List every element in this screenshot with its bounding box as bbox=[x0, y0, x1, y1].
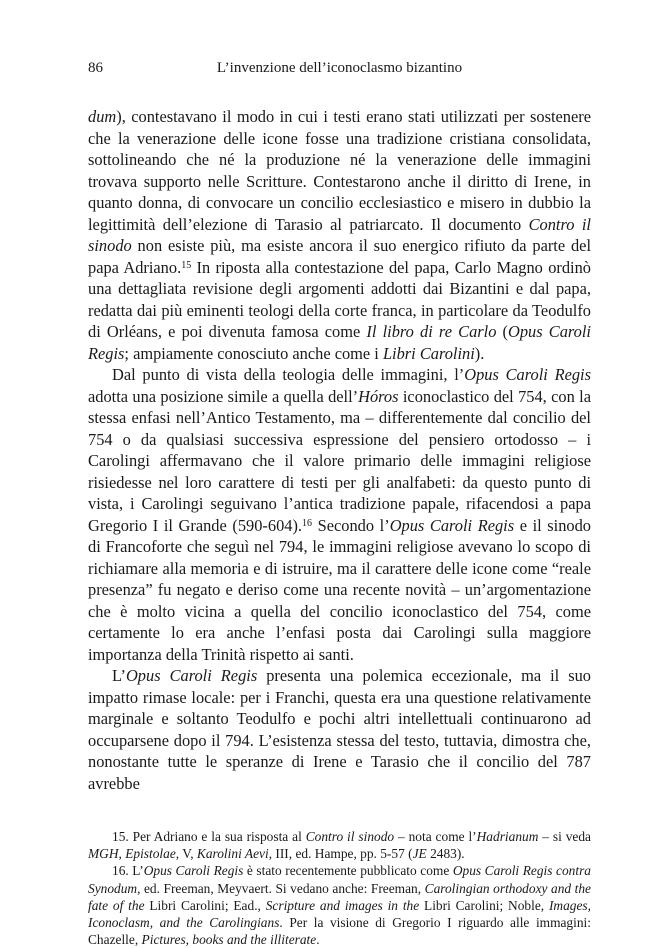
italic-text: Pictures, books and the illiterate bbox=[141, 932, 317, 948]
italic-text: JE bbox=[412, 846, 427, 862]
text-run: Libri Carolini; Ead., bbox=[144, 897, 266, 913]
body-text bbox=[88, 106, 591, 794]
italic-text: Opus Caroli Regis bbox=[389, 515, 515, 535]
italic-text: Il libro di re Carlo bbox=[366, 322, 497, 341]
footnote-reference: 15 bbox=[181, 259, 192, 271]
text-run: Libri Carolini; Noble, bbox=[419, 897, 549, 913]
text-run: presenta una polemica eccezionale, ma il suo impatto rimase locale: per i Franchi, questa era una questione relativamente marginale e soltanto Teodulfo e pochi altri intellettuali continuarono ad occuparsene dopo il 794. L’esistenza stessa del testo, tuttavia, dimostra che, nonostante tutte le speranze di Irene e Tarasio che il concilio del 787 avrebbe bbox=[88, 666, 591, 793]
text-run: è stato recentemente pubblicato come bbox=[243, 863, 453, 879]
italic-text: Opus Caroli Regis bbox=[143, 863, 244, 879]
paragraph bbox=[88, 364, 591, 665]
page-header bbox=[88, 60, 591, 82]
book-page bbox=[88, 60, 591, 948]
italic-text: Karolini Aevi bbox=[196, 846, 269, 862]
text-run: Dal punto di vista della teologia delle immagini, l’ bbox=[112, 365, 465, 384]
text-run: Secondo l’ bbox=[312, 515, 390, 535]
italic-text: dum bbox=[88, 107, 117, 126]
text-run: In riposta alla contestazione del papa, Carlo Magno ordinò una dettagliata revisione degli argomenti addotti dai Bizantini e dal papa, redatta dai più eminenti teologi della corte franca, in particolare da Teodulfo di Orléans, e poi divenuta famosa come bbox=[88, 257, 591, 341]
italic-text: Hadrianum bbox=[476, 829, 539, 844]
italic-text: Contro il sinodo bbox=[305, 829, 395, 844]
text-run: ( bbox=[496, 322, 509, 341]
text-run: ; ampiamente conosciuto anche come i bbox=[124, 343, 383, 363]
italic-text: Libri Carolini bbox=[382, 343, 475, 363]
text-run: 2483). bbox=[426, 846, 465, 862]
page-number: 86 bbox=[88, 60, 103, 76]
paragraph bbox=[88, 665, 591, 794]
paragraph bbox=[88, 106, 591, 364]
running-title: L’invenzione dell’iconoclasmo bizantino bbox=[216, 60, 463, 76]
italic-text: Carolingian orthodoxy and the fate of the bbox=[88, 880, 592, 913]
text-run: ), contestavano il modo in cui i testi erano stati utilizzati per sostenere che la venerazione delle icone fosse una tradizione cristiana consolidata, sottolineando che né la produzione né la venerazione delle immagini trovava supporto nelle Scritture. Contestarono anche il diritto di Irene, in quanto donna, di convocare un concilio ecclesiastico e misero in dubbio la legittimità dell’elezione di Tarasio al patriarcato. Il documento bbox=[88, 107, 591, 234]
italic-text: Opus Caroli Regis bbox=[88, 322, 591, 363]
footnotes bbox=[88, 828, 591, 948]
text-run: . bbox=[316, 932, 320, 948]
text-run: – nota come l’ bbox=[394, 829, 477, 844]
italic-text: Contro il sinodo bbox=[88, 214, 591, 255]
italic-text: Images, Iconoclasm, and the Carolingians bbox=[88, 897, 591, 931]
italic-text: Opus Caroli Regis contra Synodum bbox=[88, 863, 591, 896]
footnote bbox=[88, 828, 591, 862]
text-run: adotta una posizione simile a quella dell’ bbox=[88, 386, 359, 406]
text-run: , III, ed. Hampe, pp. 5-57 ( bbox=[268, 846, 413, 862]
italic-text: MGH bbox=[88, 846, 119, 862]
text-run: – si veda bbox=[538, 829, 591, 844]
text-run: , V, bbox=[175, 846, 197, 862]
text-run: 15. Per Adriano e la sua risposta al bbox=[112, 829, 306, 844]
text-run: e il sinodo di Francoforte che seguì nel 794, le immagini religiose avevano lo scopo di richiamare alla memoria e di istruire, ma il carattere delle icone come “reale presenza” fu negato e deriso come una recente novità – un’argomentazione che è molto vicina a quella del concilio iconoclastico del 754, come certamente lo era anche l’enfasi posta dai Carolingi sulla maggiore importanza della Trinità rispetto ai santi. bbox=[88, 515, 592, 664]
italic-text: Opus Caroli Regis bbox=[125, 666, 258, 685]
footnote-reference: 16 bbox=[302, 517, 313, 529]
italic-text: Epistolae bbox=[125, 846, 176, 862]
text-run: iconoclastico del 754, con la stessa enfasi nell’Antico Testamento, ma – differentemente dal concilio del 754 o da qualsiasi successiva espressione del pensiero ortodosso – i Carolingi affermavano che il valore primario delle immagini religiose risiedesse nel loro carattere di testi per gli analfabeti: da questo punto di vista, i Carolingi seguivano l’antica tradizione papale, rifacendosi a papa Gregorio I il Grande (590-604). bbox=[88, 386, 591, 535]
text-run: ). bbox=[474, 343, 485, 363]
text-run: , ed. Freeman, Meyvaert. Si vedano anche: Freeman, bbox=[137, 880, 425, 896]
text-run: . Per la visione di Gregorio I riguardo alle immagini: Chazelle, bbox=[88, 915, 591, 948]
text-run: non esiste più, ma esiste ancora il suo energico rifiuto da parte del papa Adriano. bbox=[88, 236, 591, 277]
text-run: 16. L’ bbox=[112, 863, 144, 879]
text-run: L’ bbox=[112, 666, 126, 685]
footnote bbox=[88, 862, 591, 948]
italic-text: Hóros bbox=[358, 386, 399, 406]
italic-text: Scripture and images in the bbox=[265, 897, 420, 913]
italic-text: Opus Caroli Regis bbox=[464, 365, 591, 384]
text-run: , bbox=[118, 846, 126, 862]
